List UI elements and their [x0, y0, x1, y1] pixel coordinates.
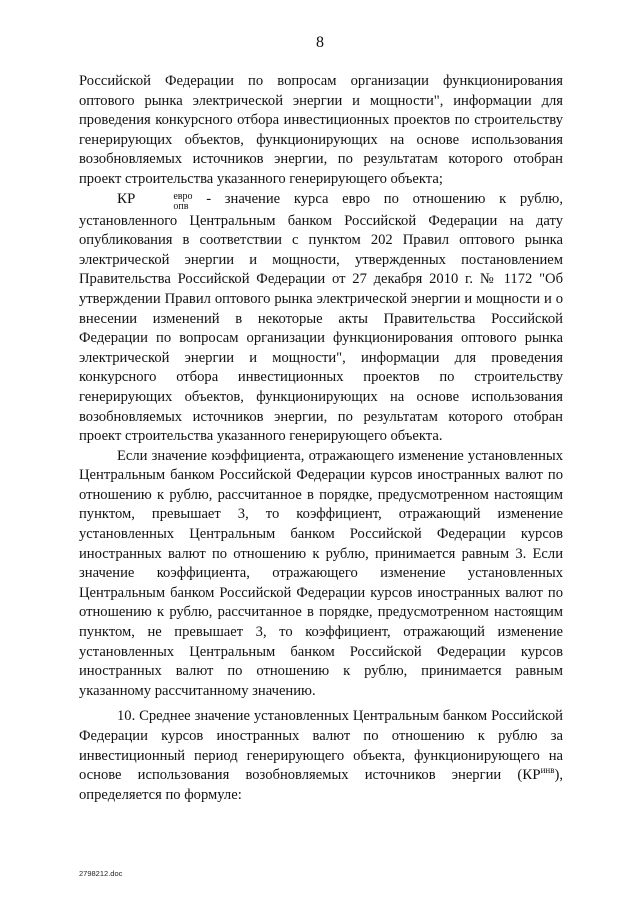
- definition-paragraph: [79, 190, 563, 447]
- item-10-text: 10. Среднее значение установленных Центральным банком Российской Федерации курсов иностранных валют по отношению к рублю за инвестиционный период генерирующего объекта, функционирующего на основе использования возобновляемых источников энергии (: [79, 708, 563, 784]
- item-10-paragraph: [79, 707, 563, 805]
- document-body: [79, 72, 563, 805]
- definition-text: - значение курса евро по отношению к рублю, установленного Центральным банком Российской Федерации на дату опубликования в соответствии с пунктом 202 Правил оптового рынка электрической энергии и мощности, утвержденных постановлением Правительства Российской Федерации от 27 декабря 2010 г. № 1172 "Об утверждении Правил оптового рынка электрической энергии и мощности и о внесении изменений в некоторые акты Правительства Российской Федерации по вопросам организации функционирования оптового рынка электрической энергии и мощности", информации для проведения конкурсного отбора инвестиционных проектов по строительству генерирующих объектов, функционирующих на основе использования возобновляемых источников энергии, по результатам которого отобран проект строительства указанного генерирующего объекта.: [79, 190, 563, 445]
- symbol-indices: [135, 192, 192, 212]
- symbol-superscript: инв: [540, 765, 555, 776]
- file-name-footer: 2798212.doc: [79, 869, 123, 878]
- item-10-text-end: ), определяется по формуле:: [79, 767, 563, 803]
- paragraph-continuation: Российской Федерации по вопросам организации функционирования оптового рынка электрической энергии и мощности", информации для проведения конкурсного отбора инвестиционных проектов по строительству генерирующих объектов, функционирующих на основе использования возобновляемых источников энергии, по результатам которого отобран проект строительства указанного генерирующего объекта;: [79, 73, 563, 187]
- symbol-base: КР: [522, 767, 541, 784]
- coefficient-paragraph: Если значение коэффициента, отражающего изменение установленных Центральным банком Российской Федерации курсов иностранных валют по отношению к рублю, рассчитанное в порядке, предусмотренном настоящим пунктом, превышает 3, то коэффициент, отражающий изменение установленных Центральным банком Российской Федерации курсов иностранных валют по отношению к рублю, принимается равным 3. Если значение коэффициента, отражающего изменение установленных Центральным банком Российской Федерации курсов иностранных валют по отношению к рублю, рассчитанное в порядке, предусмотренном настоящим пунктом, не превышает 3, то коэффициент, отражающий изменение установленных Центральным банком Российской Федерации курсов иностранных валют по отношению к рублю, принимается равным указанному рассчитанному значению.: [79, 447, 563, 699]
- formula-symbol-inv: [522, 767, 554, 783]
- symbol-subscript: опв: [173, 200, 189, 212]
- symbol-superscript: евро: [173, 190, 193, 202]
- formula-symbol: [117, 190, 193, 212]
- page-number: 8: [316, 34, 324, 51]
- symbol-base: КР: [117, 190, 136, 207]
